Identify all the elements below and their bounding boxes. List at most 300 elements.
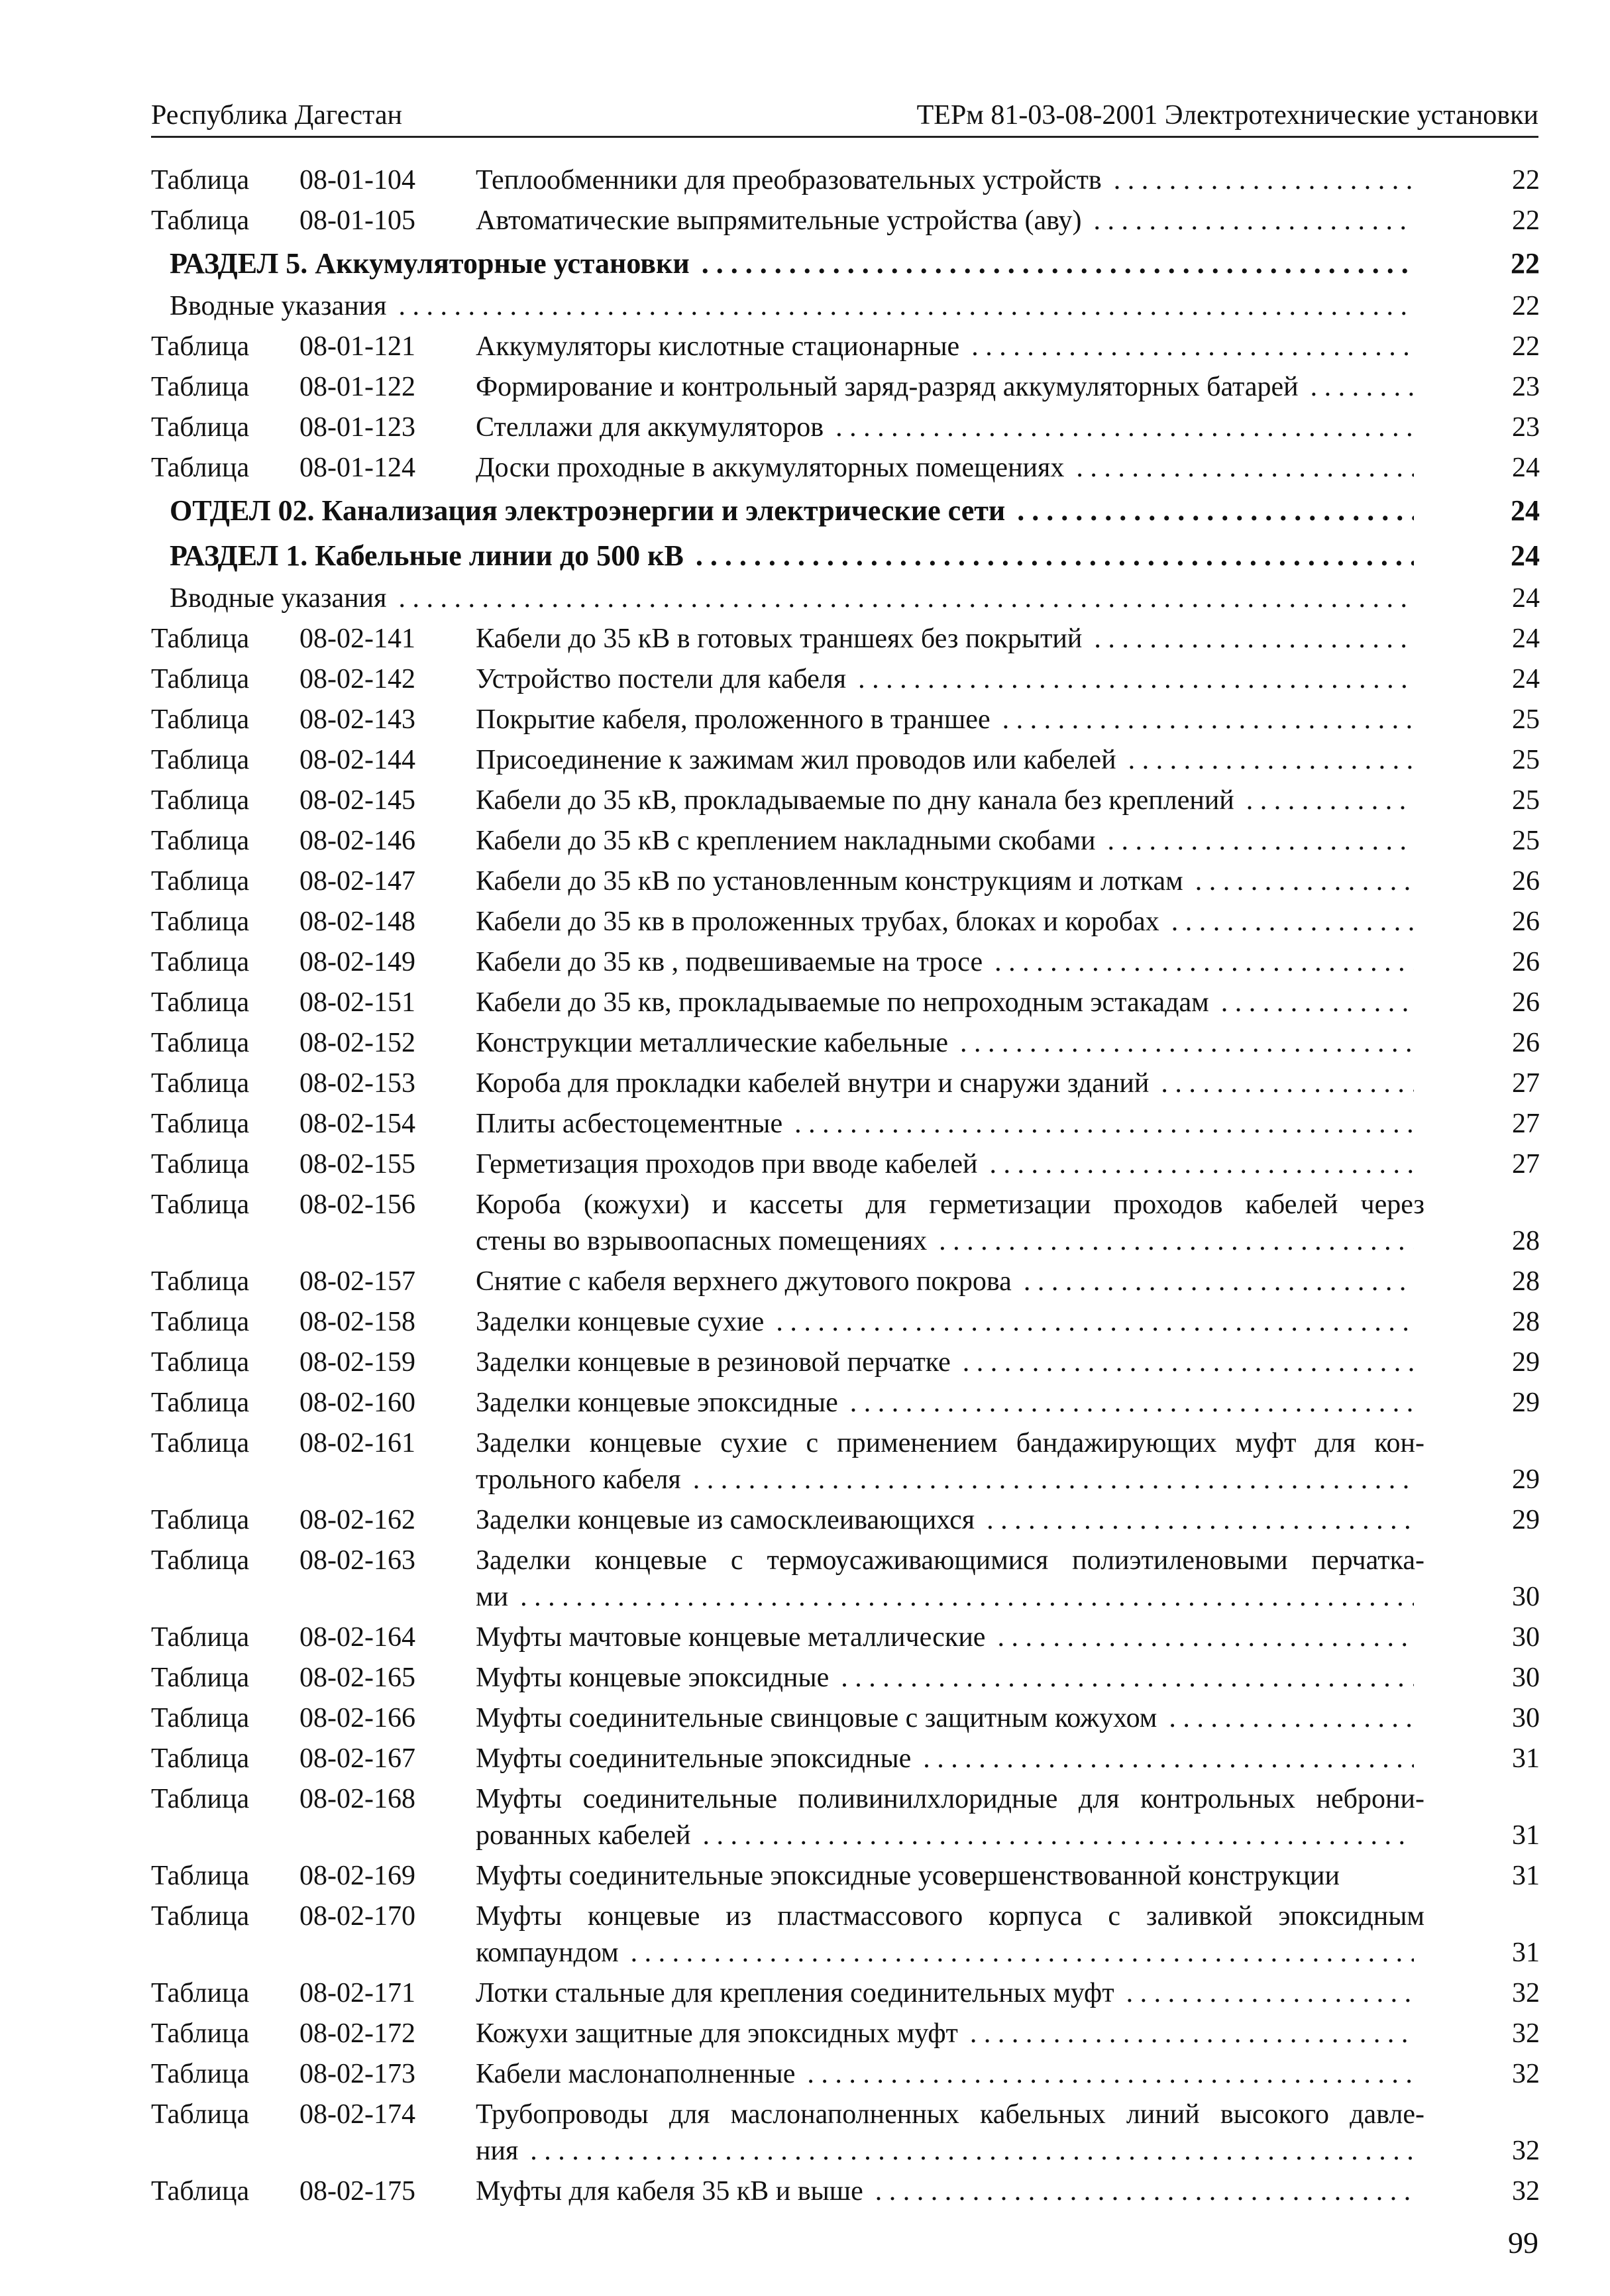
table-code: 08-02-148 (299, 906, 415, 937)
table-code: 08-02-141 (299, 624, 415, 654)
dot-leader (1171, 904, 1414, 940)
entry-page-number: 28 (1512, 1226, 1540, 1256)
entry-title-text: Кабели маслонаполненные (476, 2059, 796, 2089)
table-code: 08-02-165 (299, 1663, 415, 1693)
entry-page-number: 25 (1512, 704, 1540, 735)
table-code: 08-02-162 (299, 1505, 415, 1535)
entry-label: Таблица (151, 1189, 250, 1220)
entry-title-line (476, 1502, 1424, 1539)
dot-leader (1126, 1975, 1414, 2012)
dot-leader (858, 661, 1414, 698)
dot-leader (1017, 490, 1414, 531)
entry-title-line (476, 1146, 1424, 1183)
entry-label: Таблица (151, 1622, 250, 1653)
table-code: 08-02-161 (299, 1428, 415, 1458)
entry-title (476, 2056, 1424, 2093)
entry-title-line (476, 1344, 1424, 1381)
toc-entry-table (0, 985, 1610, 1021)
entry-page-number: 26 (1512, 906, 1540, 937)
toc-entry-heading (0, 535, 1610, 576)
entry-page-number: 28 (1512, 1307, 1540, 1337)
table-code: 08-02-170 (299, 1901, 415, 1932)
toc-entry-table (0, 904, 1610, 940)
toc-entry-table (0, 162, 1610, 199)
entry-label: Таблица (151, 1266, 250, 1297)
entry-label: Таблица (151, 987, 250, 1018)
entry-title-text: Кабели до 35 кв в проложенных трубах, блоках и коробах (476, 906, 1159, 937)
entry-page-number: 29 (1512, 1464, 1540, 1495)
entry-label: Таблица (151, 1901, 250, 1932)
entry-page-number: 22 (1512, 205, 1540, 236)
entry-label: Таблица (151, 947, 250, 977)
entry-title-text: Кабели до 35 кВ в готовых траншеях без покрытий (476, 624, 1083, 654)
toc-entry-table (0, 1264, 1610, 1300)
entry-page-number: 26 (1512, 866, 1540, 897)
entry-title-line (476, 661, 1424, 698)
table-code: 08-01-104 (299, 165, 415, 195)
dot-leader (1114, 162, 1414, 199)
entry-title-line (476, 2133, 1424, 2169)
dot-leader (1002, 702, 1414, 738)
entry-label: Таблица (151, 1663, 250, 1693)
table-code: 08-02-146 (299, 826, 415, 856)
entry-title (476, 1066, 1424, 1102)
entry-title-line (476, 1264, 1424, 1300)
table-code: 08-02-149 (299, 947, 415, 977)
entry-page-number: 31 (1512, 1743, 1540, 1774)
dot-leader (875, 2173, 1414, 2210)
entry-title-line: Муфты концевые из пластмассового корпуса с заливкой эпоксидным (476, 1901, 1424, 1932)
table-code: 08-02-156 (299, 1189, 415, 1220)
entry-title (476, 2016, 1424, 2052)
entry-title-text: Кабели до 35 кв , подвешиваемые на тросе (476, 947, 983, 977)
dot-leader (1311, 369, 1414, 406)
entry-title-text: Автоматические выпрямительные устройства (аву) (476, 205, 1082, 236)
entry-title-line (476, 1818, 1424, 1854)
dot-leader (960, 1025, 1414, 1062)
entry-page-number: 22 (1512, 291, 1540, 321)
entry-title (476, 203, 1424, 239)
entry-page-number: 32 (1512, 1978, 1540, 2008)
table-code: 08-02-167 (299, 1743, 415, 1774)
entry-title-line (476, 742, 1424, 779)
entry-title-line (476, 1223, 1424, 1260)
entry-title (476, 329, 1424, 365)
entry-title (476, 1898, 1424, 1971)
entry-title-line (476, 985, 1424, 1021)
entry-title (170, 288, 1424, 325)
dot-leader (1246, 783, 1414, 819)
table-code: 08-02-171 (299, 1978, 415, 2008)
entry-label: Таблица (151, 1149, 250, 1179)
entry-title (476, 742, 1424, 779)
table-code: 08-01-124 (299, 453, 415, 483)
entry-label: Таблица (151, 165, 250, 195)
entry-title (476, 369, 1424, 406)
toc-entry-table (0, 621, 1610, 657)
entry-title (476, 450, 1424, 486)
toc-entry-table (0, 863, 1610, 900)
entry-label: Таблица (151, 785, 250, 816)
dot-leader (1221, 985, 1414, 1021)
entry-title-text: Вводные указания (170, 291, 387, 321)
entry-label: Таблица (151, 331, 250, 362)
entry-title (170, 490, 1424, 531)
entry-title (476, 1502, 1424, 1539)
entry-title-line (476, 783, 1424, 819)
table-code: 08-02-159 (299, 1347, 415, 1378)
entry-label: Таблица (151, 826, 250, 856)
entry-title (476, 621, 1424, 657)
entry-title (476, 863, 1424, 900)
entry-page-number: 31 (1512, 1820, 1540, 1851)
dot-leader (994, 944, 1414, 981)
toc-entry-table (0, 1858, 1610, 1894)
entry-page-number: 28 (1512, 1266, 1540, 1297)
entry-title-text: Стеллажи для аккумуляторов (476, 412, 824, 443)
entry-page-number: 24 (1512, 583, 1540, 614)
entry-title (476, 410, 1424, 446)
entry-title (476, 661, 1424, 698)
entry-page-number: 26 (1512, 1028, 1540, 1058)
table-code: 08-02-173 (299, 2059, 415, 2089)
entry-page-number: 23 (1512, 412, 1540, 443)
entry-label: Таблица (151, 1428, 250, 1458)
table-code: 08-02-145 (299, 785, 415, 816)
table-code: 08-01-123 (299, 412, 415, 443)
entry-page-number: 31 (1512, 1938, 1540, 1968)
toc-entry-table (0, 1425, 1610, 1498)
toc-entry-intro (0, 288, 1610, 325)
entry-label: Таблица (151, 704, 250, 735)
entry-page-number: 32 (1512, 2176, 1540, 2207)
table-code: 08-02-143 (299, 704, 415, 735)
toc-entry-table (0, 1543, 1610, 1615)
entry-title (476, 1106, 1424, 1142)
entry-page-number: 24 (1512, 624, 1540, 654)
entry-title-text: РАЗДЕЛ 5. Аккумуляторные установки (170, 247, 690, 280)
entry-title-text: Муфты соединительные эпоксидные (476, 1743, 912, 1774)
entry-page-number: 26 (1512, 987, 1540, 1018)
entry-label: Таблица (151, 1028, 250, 1058)
entry-title-text: Конструкции металлические кабельные (476, 1028, 948, 1058)
dot-leader (841, 1660, 1414, 1696)
entry-title-text: Муфты для кабеля 35 кВ и выше (476, 2176, 863, 2207)
entry-title-text: стены во взрывоопасных помещениях (476, 1226, 928, 1256)
entry-title-line (476, 1066, 1424, 1102)
toc-entry-table (0, 329, 1610, 365)
dot-leader (835, 410, 1414, 446)
table-code: 08-02-169 (299, 1861, 415, 1891)
table-code: 08-02-166 (299, 1703, 415, 1733)
entry-title-text: Устройство постели для кабеля (476, 664, 847, 694)
entry-page-number: 25 (1512, 745, 1540, 775)
entry-label: Таблица (151, 1388, 250, 1418)
entry-title-line (476, 1106, 1424, 1142)
entry-title-line (476, 2016, 1424, 2052)
entry-label: Таблица (151, 1109, 250, 1139)
table-code: 08-02-174 (299, 2099, 415, 2130)
entry-title-text: Присоединение к зажимам жил проводов или кабелей (476, 745, 1116, 775)
entry-title-text: Формирование и контрольный заряд-разряд аккумуляторных батарей (476, 372, 1299, 402)
entry-title-text: Муфты соединительные эпоксидные усовершенствованной конструкции (476, 1861, 1340, 1891)
entry-page-number: 24 (1512, 453, 1540, 483)
entry-title-text: Заделки концевые из самосклеивающихся (476, 1505, 975, 1535)
toc-entry-table (0, 1385, 1610, 1421)
entry-page-number: 27 (1512, 1109, 1540, 1139)
toc-entry-table (0, 1781, 1610, 1854)
header-rule (151, 136, 1538, 138)
entry-page-number: 32 (1512, 2018, 1540, 2049)
entry-label: Таблица (151, 664, 250, 694)
dot-leader (1076, 450, 1414, 486)
dot-leader (703, 1818, 1414, 1854)
dot-leader (1195, 863, 1414, 900)
entry-title-line (476, 1700, 1424, 1737)
toc-entry-table (0, 450, 1610, 486)
dot-leader (939, 1223, 1414, 1260)
entry-title-text: Вводные указания (170, 583, 387, 614)
entry-label: Таблица (151, 906, 250, 937)
table-code: 08-02-157 (299, 1266, 415, 1297)
entry-title-text: ния (476, 2136, 519, 2166)
dot-leader (987, 1502, 1414, 1539)
entry-label: Таблица (151, 2099, 250, 2130)
entry-title-line (476, 369, 1424, 406)
entry-label: Таблица (151, 1347, 250, 1378)
entry-title-text: Снятие с кабеля верхнего джутового покрова (476, 1266, 1012, 1297)
entry-page-number: 22 (1512, 165, 1540, 195)
dot-leader (1107, 823, 1414, 859)
entry-title-text: Плиты асбестоцементные (476, 1109, 783, 1139)
dot-leader (1094, 621, 1414, 657)
entry-page-number: 29 (1512, 1347, 1540, 1378)
dot-leader (696, 535, 1414, 576)
entry-title (170, 243, 1424, 284)
toc-entry-table (0, 1106, 1610, 1142)
entry-title-line (476, 823, 1424, 859)
entry-label: Таблица (151, 2176, 250, 2207)
entry-title-line (476, 1935, 1424, 1971)
entry-title-text: Заделки концевые в резиновой перчатке (476, 1347, 951, 1378)
dot-leader (1169, 1700, 1414, 1737)
entry-title-line (170, 288, 1424, 325)
entry-title-text: Герметизация проходов при вводе кабелей (476, 1149, 978, 1179)
entry-title-line: Короба (кожухи) и кассеты для герметизации проходов кабелей через (476, 1189, 1424, 1220)
table-code: 08-02-154 (299, 1109, 415, 1139)
table-code: 08-02-151 (299, 987, 415, 1018)
entry-title-line: Заделки концевые сухие с применением бандажирующих муфт для кон- (476, 1428, 1424, 1458)
dot-leader (990, 1146, 1414, 1183)
page-number: 99 (1508, 2226, 1538, 2260)
entry-title (476, 2173, 1424, 2210)
table-code: 08-01-121 (299, 331, 415, 362)
dot-leader (702, 243, 1414, 284)
entry-page-number: 32 (1512, 2136, 1540, 2166)
entry-title-text: Аккумуляторы кислотные стационарные (476, 331, 960, 362)
entry-page-number: 23 (1512, 372, 1540, 402)
toc-entry-heading (0, 243, 1610, 284)
entry-title (476, 162, 1424, 199)
toc-entry-table (0, 1025, 1610, 1062)
entry-title (476, 1781, 1424, 1854)
toc-entry-table (0, 2056, 1610, 2093)
entry-title (170, 580, 1424, 617)
entry-title-line (476, 621, 1424, 657)
entry-page-number: 27 (1512, 1068, 1540, 1099)
entry-title-text: Кабели до 35 кВ с креплением накладными скобами (476, 826, 1096, 856)
dot-leader (1024, 1264, 1414, 1300)
entry-label: Таблица (151, 1307, 250, 1337)
entry-title-text: Лотки стальные для крепления соединительных муфт (476, 1978, 1114, 2008)
entry-title (476, 783, 1424, 819)
entry-title-text: ОТДЕЛ 02. Канализация электроэнергии и электрические сети (170, 494, 1006, 527)
entry-page-number: 25 (1512, 785, 1540, 816)
entry-title-line (476, 1741, 1424, 1777)
entry-title-line (476, 1975, 1424, 2012)
toc-entry-table (0, 783, 1610, 819)
entry-title (476, 1660, 1424, 1696)
dot-leader (850, 1385, 1414, 1421)
entry-label: Таблица (151, 1784, 250, 1814)
table-code: 08-02-147 (299, 866, 415, 897)
dot-leader (398, 288, 1414, 325)
entry-title-line (476, 162, 1424, 199)
table-code: 08-02-158 (299, 1307, 415, 1337)
table-code: 08-02-160 (299, 1388, 415, 1418)
entry-title-line (476, 1025, 1424, 1062)
entry-title (476, 904, 1424, 940)
entry-title (476, 1187, 1424, 1260)
entry-title (476, 1264, 1424, 1300)
entry-title-line (476, 1619, 1424, 1656)
toc-entry-table (0, 1898, 1610, 1971)
dot-leader (807, 2056, 1414, 2093)
dot-leader (398, 580, 1414, 617)
entry-title (476, 985, 1424, 1021)
entry-page-number: 25 (1512, 826, 1540, 856)
table-of-contents (0, 162, 1610, 2214)
entry-title (476, 1146, 1424, 1183)
entry-title-text: Заделки концевые сухие (476, 1307, 765, 1337)
entry-label: Таблица (151, 205, 250, 236)
toc-entry-table (0, 1741, 1610, 1777)
entry-page-number: 30 (1512, 1622, 1540, 1653)
toc-entry-table (0, 1660, 1610, 1696)
entry-page-number: 29 (1512, 1505, 1540, 1535)
entry-title-text: ми (476, 1582, 509, 1612)
toc-entry-table (0, 1344, 1610, 1381)
toc-entry-table (0, 1502, 1610, 1539)
entry-title (476, 1385, 1424, 1421)
dot-leader (970, 2016, 1414, 2052)
entry-page-number: 22 (1511, 247, 1540, 280)
entry-title (476, 944, 1424, 981)
entry-title (476, 1975, 1424, 2012)
dot-leader (794, 1106, 1414, 1142)
entry-label: Таблица (151, 1743, 250, 1774)
entry-title (476, 2097, 1424, 2169)
dot-leader (1128, 742, 1414, 779)
toc-entry-table (0, 742, 1610, 779)
toc-entry-table (0, 369, 1610, 406)
table-code: 08-02-142 (299, 664, 415, 694)
entry-title-text: Заделки концевые эпоксидные (476, 1388, 838, 1418)
toc-entry-table (0, 702, 1610, 738)
entry-label: Таблица (151, 1505, 250, 1535)
toc-entry-table (0, 203, 1610, 239)
entry-title-line (476, 1304, 1424, 1340)
toc-entry-table (0, 1066, 1610, 1102)
table-code: 08-02-172 (299, 2018, 415, 2049)
entry-title-text: Кабели до 35 кв, прокладываемые по непроходным эстакадам (476, 987, 1209, 1018)
entry-label: Таблица (151, 372, 250, 402)
entry-title (476, 823, 1424, 859)
toc-entry-table (0, 410, 1610, 446)
table-code: 08-01-105 (299, 205, 415, 236)
entry-title-line (476, 1858, 1424, 1894)
entry-label: Таблица (151, 1703, 250, 1733)
entry-page-number: 29 (1512, 1388, 1540, 1418)
entry-label: Таблица (151, 1978, 250, 2008)
entry-label: Таблица (151, 1068, 250, 1099)
dot-leader (923, 1741, 1414, 1777)
entry-title-line (476, 329, 1424, 365)
dot-leader (631, 1935, 1414, 1971)
toc-entry-table (0, 1700, 1610, 1737)
entry-title (476, 1619, 1424, 1656)
entry-label: Таблица (151, 2059, 250, 2089)
dot-leader (1161, 1066, 1414, 1102)
entry-title-text: Муфты мачтовые концевые металлические (476, 1622, 986, 1653)
entry-title-text: Покрытие кабеля, проложенного в траншее (476, 704, 991, 735)
entry-title-line (476, 410, 1424, 446)
toc-entry-intro (0, 580, 1610, 617)
entry-title-line (476, 1660, 1424, 1696)
entry-title-text: трольного кабеля (476, 1464, 681, 1495)
table-code: 08-02-152 (299, 1028, 415, 1058)
entry-label: Таблица (151, 624, 250, 654)
entry-page-number: 30 (1512, 1703, 1540, 1733)
entry-title-text: Теплообменники для преобразовательных устройств (476, 165, 1102, 195)
entry-title-text: Муфты концевые эпоксидные (476, 1663, 830, 1693)
table-code: 08-01-122 (299, 372, 415, 402)
dot-leader (963, 1344, 1414, 1381)
dot-leader (530, 2133, 1414, 2169)
dot-leader (1094, 203, 1414, 239)
entry-page-number: 22 (1512, 331, 1540, 362)
entry-title-line (170, 535, 1424, 576)
dot-leader (997, 1619, 1414, 1656)
entry-title-text: компаундом (476, 1938, 619, 1968)
entry-title-line: Муфты соединительные поливинилхлоридные для контрольных неброни- (476, 1784, 1424, 1814)
entry-page-number: 24 (1512, 664, 1540, 694)
entry-title-line (476, 944, 1424, 981)
entry-title-line (170, 580, 1424, 617)
running-header-left: Республика Дагестан (151, 100, 403, 131)
entry-title-line (476, 450, 1424, 486)
entry-title-line (170, 243, 1424, 284)
entry-title (476, 1344, 1424, 1381)
entry-title-line (476, 702, 1424, 738)
entry-title-line (476, 1462, 1424, 1498)
running-header-right: ТЕРм 81-03-08-2001 Электротехнические установки (916, 100, 1538, 131)
entry-title-text: Кабели до 35 кВ, прокладываемые по дну канала без креплений (476, 785, 1234, 816)
toc-entry-table (0, 944, 1610, 981)
toc-entry-table (0, 2097, 1610, 2169)
dot-leader (520, 1579, 1414, 1615)
entry-label: Таблица (151, 2018, 250, 2049)
